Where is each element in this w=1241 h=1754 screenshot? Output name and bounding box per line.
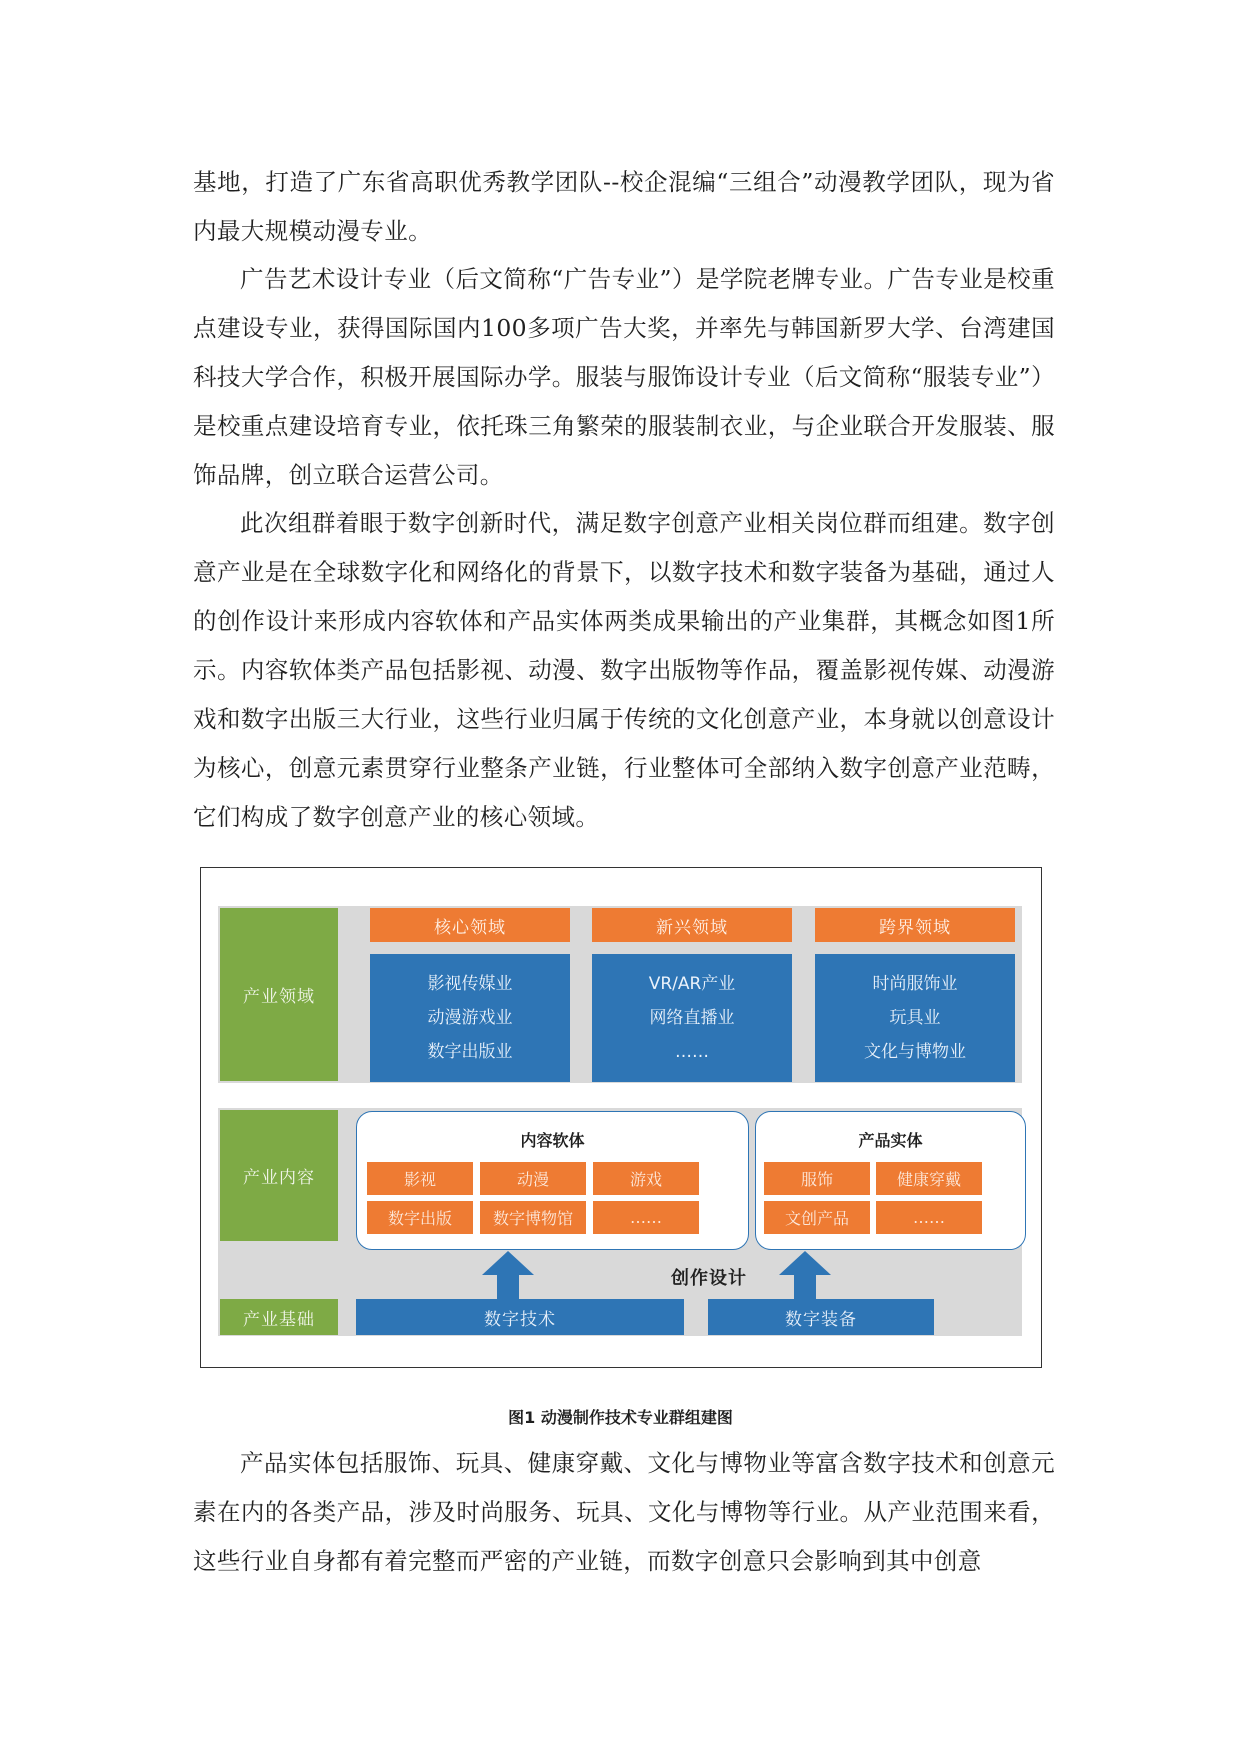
domain-item: 时尚服饰业 <box>872 974 958 994</box>
paragraph: 此次组群着眼于数字创新时代，满足数字创意产业相关岗位群而组建。数字创意产业是在全球数字化和网络化的背景下，以数字技术和数字装备为基础，通过人的创作设计来形成内容软体和产品实体两类成果输出的产业集群，其概念如图1所示。内容软体类产品包括影视、动漫、数字出版物等作品，覆盖影视传媒、动漫游戏和数字出版三大行业，这些行业归属于传统的文化创意产业，本身就以创意设计为核心，创意元素贯穿行业整条产业链，行业整体可全部纳入数字创意产业范畴，它们构成了数字创意产业的核心领域。 <box>193 509 1055 831</box>
domain-head-core: 核心领域 <box>370 908 570 942</box>
domain-item: 动漫游戏业 <box>427 1008 513 1028</box>
domain-head-emerging: 新兴领域 <box>592 908 792 942</box>
product-chip: 健康穿戴 <box>876 1162 982 1195</box>
paragraph: 产品实体包括服饰、玩具、健康穿戴、文化与博物业等富含数字技术和创意元素在内的各类产品，涉及时尚服务、玩具、文化与博物等行业。从产业范围来看，这些行业自身都有着完整而严密的产业链，而数字创意只会影响到其中创意 <box>193 1449 1055 1575</box>
product-entity-group <box>755 1111 1026 1250</box>
industry-diagram <box>200 867 1042 1368</box>
up-arrow-icon <box>482 1251 534 1275</box>
product-chip: 文创产品 <box>764 1201 870 1234</box>
up-arrow-icon <box>779 1251 831 1275</box>
content-chip: 数字博物馆 <box>480 1201 586 1234</box>
row-label-content: 产业内容 <box>220 1110 338 1241</box>
group-title: 内容软体 <box>520 1131 585 1150</box>
group-title: 产品实体 <box>858 1131 923 1150</box>
product-chip: 服饰 <box>764 1162 870 1195</box>
paragraph: 广告艺术设计专业（后文简称“广告专业”）是学院老牌专业。广告专业是校重点建设专业，获得国际国内100多项广告大奖，并率先与韩国新罗大学、台湾建国科技大学合作，积极开展国际办学。服装与服饰设计专业（后文简称“服装专业”）是校重点建设培育专业，依托珠三角繁荣的服装制衣业，与企业联合开发服装、服饰品牌，创立联合运营公司。 <box>193 265 1055 489</box>
product-chip: …… <box>876 1201 982 1234</box>
content-chip: …… <box>593 1201 699 1234</box>
base-digital-equipment: 数字装备 <box>708 1299 934 1335</box>
domain-item: …… <box>675 1042 709 1062</box>
arrow-stem <box>497 1274 519 1299</box>
create-design-label: 创作设计 <box>671 1268 747 1289</box>
domain-item: 网络直播业 <box>649 1008 735 1028</box>
domain-box-crossover <box>815 954 1015 1082</box>
content-chip: 影视 <box>367 1162 473 1195</box>
arrow-stem <box>794 1274 816 1299</box>
base-digital-tech: 数字技术 <box>356 1299 684 1335</box>
domain-box-core <box>370 954 570 1082</box>
domain-head-crossover: 跨界领域 <box>815 908 1015 942</box>
figure-caption: 图1 动漫制作技术专业群组建图 <box>508 1408 733 1427</box>
content-software-group <box>356 1111 749 1250</box>
domain-item: 文化与博物业 <box>864 1042 966 1062</box>
row-label-base: 产业基础 <box>220 1299 338 1335</box>
domain-item: 影视传媒业 <box>427 974 513 994</box>
domain-item: VR/AR产业 <box>648 974 736 994</box>
content-chip: 游戏 <box>593 1162 699 1195</box>
domain-item: 数字出版业 <box>427 1042 513 1062</box>
domain-item: 玩具业 <box>889 1008 941 1028</box>
paragraph: 基地，打造了广东省高职优秀教学团队--校企混编“三组合”动漫教学团队，现为省内最大规模动漫专业。 <box>193 168 1055 245</box>
domain-box-emerging <box>592 954 792 1082</box>
content-chip: 动漫 <box>480 1162 586 1195</box>
row-label-domain: 产业领域 <box>220 908 338 1081</box>
content-chip: 数字出版 <box>367 1201 473 1234</box>
